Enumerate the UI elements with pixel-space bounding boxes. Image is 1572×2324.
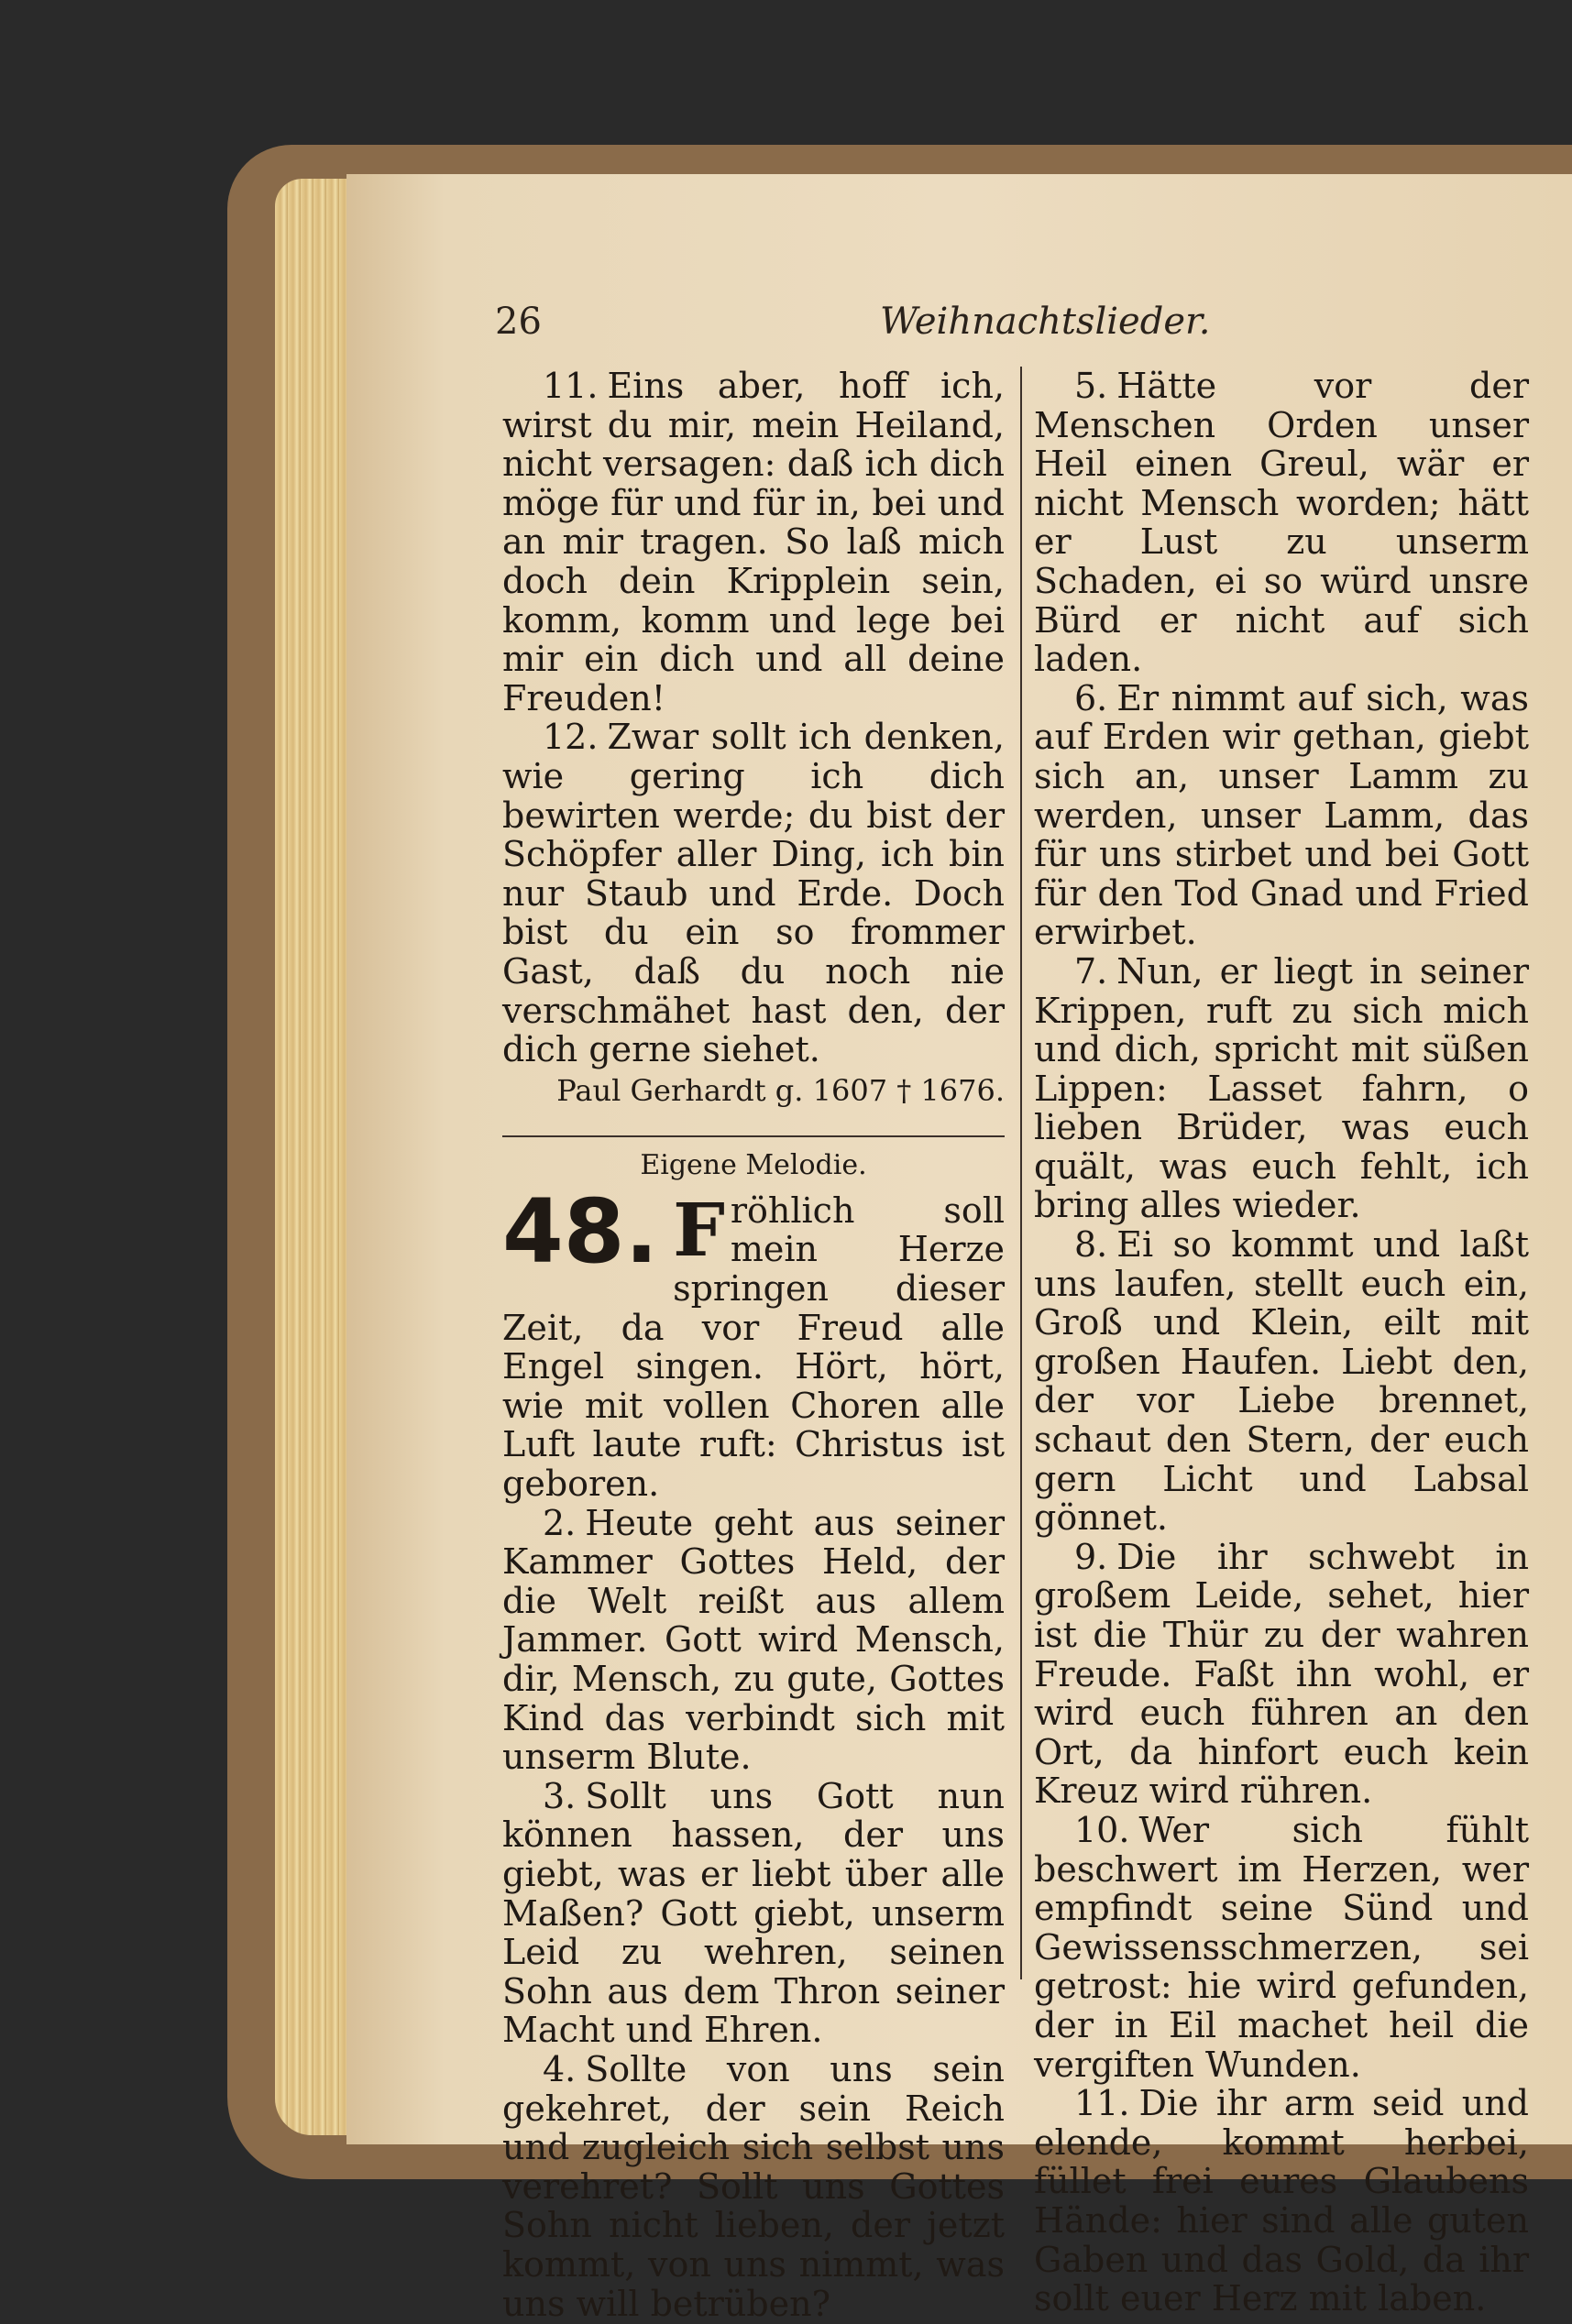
verse — [1034, 679, 1529, 952]
page-number: 26 — [495, 301, 542, 343]
verse-number: 10. — [1074, 1809, 1130, 1850]
verse — [1034, 1225, 1529, 1538]
verse — [1034, 952, 1529, 1225]
verse-text: Wer sich fühlt beschwert im Herzen, wer empfindt seine Sünd und Gewissensschmerzen, sei getrost: hie wird gefunden, der in Eil machet heil die vergiften Wunden. — [1034, 1809, 1529, 2085]
left-column — [502, 367, 1005, 2323]
verse-text: Die ihr arm seid und elende, kommt herbei, füllet frei eures Glaubens Hände: hier sind alle guten Gaben und das Gold, da ihr sollt euer Herz mit laben. — [1034, 2083, 1529, 2319]
page-edges — [275, 179, 348, 2135]
verse — [1034, 1538, 1529, 1811]
verse-text: Nun, er liegt in seiner Krippen, ruft zu sich mich und dich, spricht mit süßen Lippen: Lasset fahrn, o lieben Brüder, was euch quält, was euch fehlt, ich bring alles wieder. — [1034, 950, 1529, 1226]
verse-number: 6. — [1074, 677, 1108, 718]
column-divider — [1020, 367, 1022, 1979]
verse-number: 2. — [543, 1502, 577, 1543]
drop-capital: F — [673, 1186, 725, 1273]
right-column — [1034, 367, 1529, 2319]
verse-number: 9. — [1074, 1536, 1108, 1577]
verse-number: 8. — [1074, 1224, 1108, 1266]
verse-number: 7. — [1074, 950, 1108, 992]
running-title: Weihnachtslieder. — [880, 301, 1211, 343]
verse-number: 4. — [543, 2048, 577, 2089]
hymn-start — [502, 1179, 1005, 1505]
verse-text: Sollt uns Gott nun können hassen, der uns giebt, was er liebt über alle Maßen? Gott giebt, unserm Leid zu wehren, seinen Sohn aus dem Thron seiner Macht und Ehren. — [502, 1775, 1005, 2051]
page-header — [495, 301, 1549, 346]
verse-text: Ei so kommt und laßt uns laufen, stellt euch ein, Groß und Klein, eilt mit großen Haufen. Liebt den, der vor Liebe brennet, schaut den Stern, der euch gern Licht und Labsal gönnet. — [1034, 1224, 1529, 1539]
melody-note: Eigene Melodie. — [640, 1149, 867, 1182]
verse-number: 11. — [1074, 2083, 1130, 2124]
hymn-number: 48. — [502, 1179, 659, 1283]
verse-number: 11. — [543, 366, 599, 406]
verse-text: Er nimmt auf sich, was auf Erden wir gethan, giebt sich an, unser Lamm zu werden, unser Lamm, das für uns stirbet und bei Gott für den Tod Gnad und Fried erwirbet. — [1034, 677, 1529, 953]
verse — [502, 1504, 1005, 1777]
author-attribution: Paul Gerhardt g. 1607 † 1676. — [556, 1072, 1005, 1108]
verse-number: 5. — [1074, 366, 1108, 406]
verse — [1034, 1811, 1529, 2084]
verse-number: 3. — [543, 1775, 577, 1816]
verse — [1034, 2084, 1529, 2319]
verse — [502, 1777, 1005, 2050]
verse-text: Sollte von uns sein gekehret, der sein Reich und zugleich sich selbst uns verehret? Sollt uns Gottes Sohn nicht lieben, der jetzt kommt, von uns nimmt, was uns will betrüben? — [502, 2048, 1005, 2324]
verse-text: Eins aber, hoff ich, wirst du mir, mein Heiland, nicht versagen: daß ich dich möge für und für in, bei und an mir tragen. So laß mich doch dein Kripplein sein, komm, komm und lege bei mir ein dich und all deine Freuden! — [502, 366, 1005, 718]
verse-number: 12. — [543, 717, 599, 758]
verse — [1034, 367, 1529, 679]
verse — [502, 718, 1005, 1069]
section-rule — [502, 1135, 1005, 1137]
verse-text: Heute geht aus seiner Kammer Gottes Held, der die Welt reißt aus allem Jammer. Gott wird Mensch, dir, Mensch, zu gute, Gottes Kind das verbindt sich mit unserm Blute. — [502, 1502, 1005, 1778]
verse-text: Die ihr schwebt in großem Leide, sehet, hier ist die Thür zu der wahren Freude. Faßt ihn wohl, er wird euch führen an den Ort, da hinfort euch kein Kreuz wird rühren. — [1034, 1536, 1529, 1812]
verse-text: Zwar sollt ich denken, wie gering ich dich bewirten werde; du bist der Schöpfer aller Ding, ich bin nur Staub und Erde. Doch bist du ein so frommer Gast, daß du noch nie verschmähet hast den, der dich gerne siehet. — [502, 717, 1005, 1070]
hymn-first-verse: röhlich soll mein Herze springen dieser Zeit, da vor Freud alle Engel singen. Hört, hört, wie mit vollen Choren alle Luft laute ruft: Christus ist geboren. — [502, 1189, 1005, 1505]
verse — [502, 2050, 1005, 2323]
verse — [502, 367, 1005, 718]
verse-text: Hätte vor der Menschen Orden unser Heil einen Greul, wär er nicht Mensch worden; hätt er Lust zu unserm Schaden, ei so würd unsre Bürd er nicht auf sich laden. — [1034, 366, 1529, 680]
